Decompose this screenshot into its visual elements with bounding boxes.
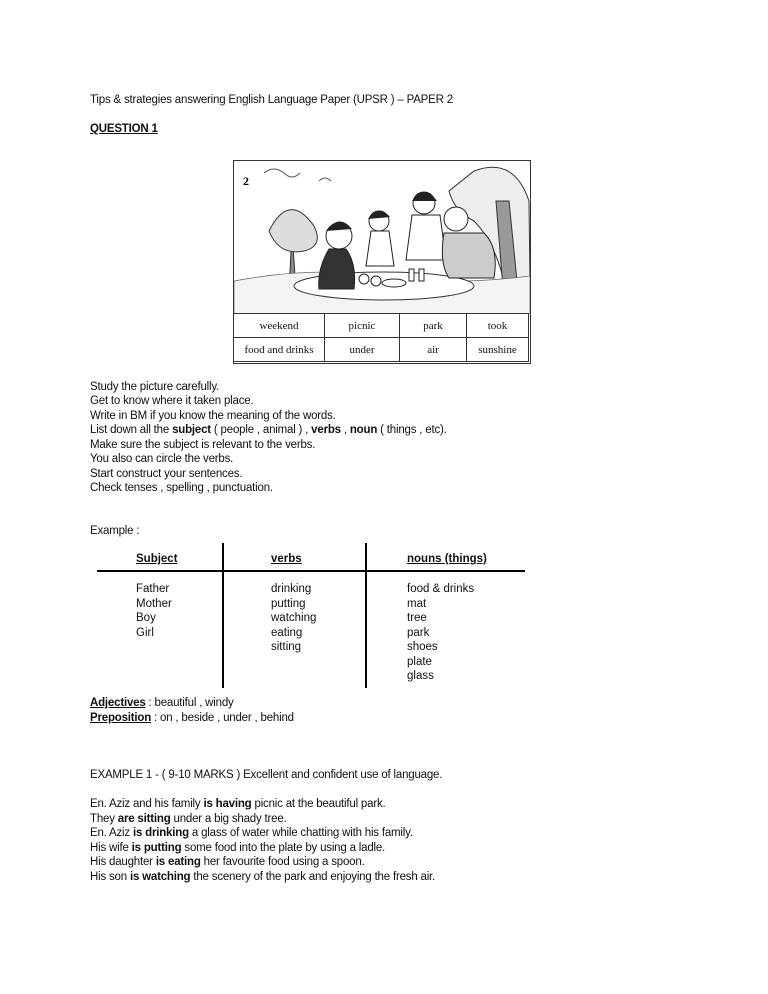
example-sentence: His daughter is eating her favourite food using a spoon. [90,856,365,868]
vocab-cell: picnic [325,314,400,338]
column-divider [365,543,367,688]
verbs-header: verbs [271,553,302,565]
noun-item: tree [407,612,427,624]
vocab-cell: sunshine [467,338,529,362]
step-line: Start construct your sentences. [90,468,243,480]
vocab-cell: park [400,314,467,338]
subject-column [136,582,172,640]
verb-item: watching [271,612,317,624]
noun-item: park [407,626,430,639]
example-label: Example : [90,525,140,537]
step-line: You also can circle the verbs. [90,453,234,465]
example-sentence: En. Aziz and his family is having picnic at the beautiful park. [90,798,386,810]
example-sentence: His wife is putting some food into the plate by using a ladle. [90,842,386,854]
noun-item: glass [407,670,434,682]
vocab-cell: took [467,314,529,338]
example-sentence: They are sitting under a big shady tree. [90,813,287,825]
column-divider [222,543,224,688]
subject-item: Girl [136,626,154,639]
nouns-header: nouns (things) [407,553,487,565]
table-divider [97,570,525,572]
vocabulary-grid [233,313,529,362]
subject-item: Father [136,583,170,595]
subject-header: Subject [136,553,178,565]
subject-item: Boy [136,612,156,624]
vocab-cell: air [400,338,467,362]
vocab-cell: food and drinks [234,338,325,362]
step-line: Make sure the subject is relevant to the verbs. [90,439,316,451]
document-title: Tips & strategies answering English Language Paper (UPSR ) – PAPER 2 [90,94,453,106]
verb-item: eating [271,626,303,639]
verb-item: drinking [271,583,312,595]
noun-item: food & drinks [407,583,475,595]
step-line: Study the picture carefully. [90,381,220,393]
noun-item: mat [407,597,427,610]
verb-item: putting [271,597,306,610]
question-heading: QUESTION 1 [90,123,158,135]
example-sentence: His son is watching the scenery of the park and enjoying the fresh air. [90,871,436,883]
preposition-line: Preposition : on , beside , under , behind [90,712,294,724]
example1-title: EXAMPLE 1 - ( 9-10 MARKS ) Excellent and confident use of language. [90,769,443,781]
nouns-column [407,582,474,684]
vocab-cell: weekend [234,314,325,338]
picture-number: 2 [243,174,249,188]
subject-item: Mother [136,597,172,610]
verb-item: sitting [271,641,302,653]
example-sentence: En. Aziz is drinking a glass of water while chatting with his family. [90,827,413,839]
verbs-column [271,582,316,655]
step-line: Write in BM if you know the meaning of the words. [90,410,336,422]
adjectives-line: Adjectives : beautiful , windy [90,697,234,709]
noun-item: shoes [407,641,438,653]
picnic-scene-drawing [234,161,530,314]
noun-item: plate [407,655,432,668]
step-line: Get to know where it taken place. [90,395,254,407]
step-line: Check tenses , spelling , punctuation. [90,482,273,494]
vocab-cell: under [325,338,400,362]
step-line-list: List down all the subject ( people , animal ) , verbs , noun ( things , etc). [90,424,447,436]
